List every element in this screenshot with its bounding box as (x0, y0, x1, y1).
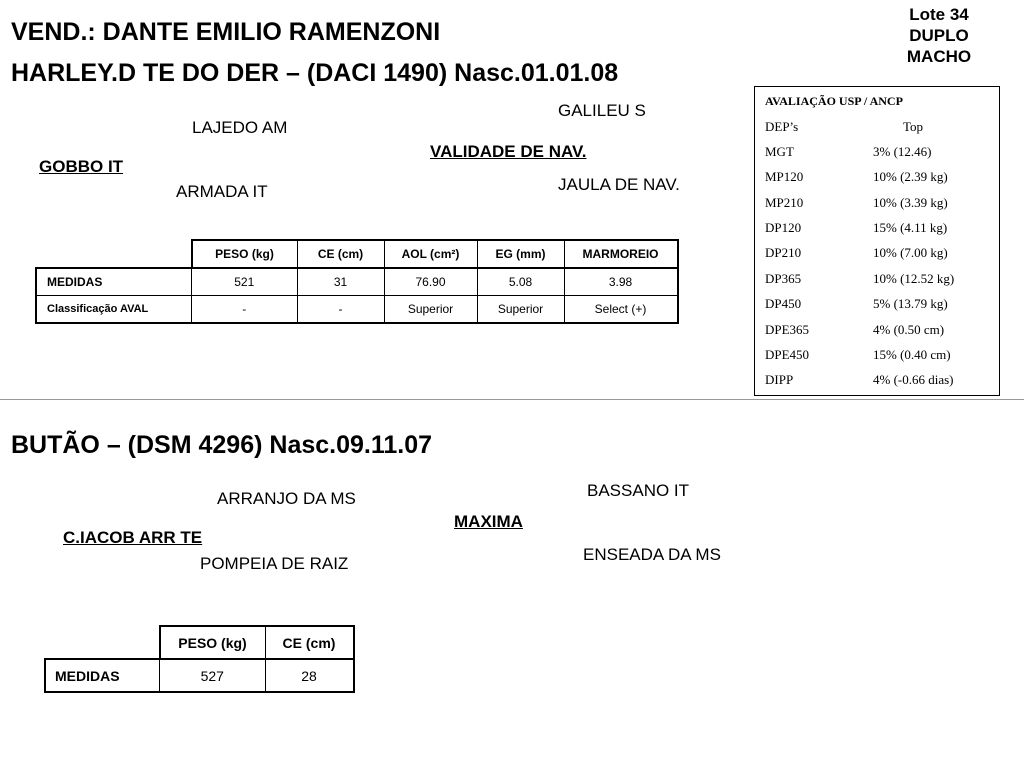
table-cell: 521 (192, 268, 298, 296)
dam-dam-1: JAULA DE NAV. (558, 175, 680, 194)
column-header: CE (cm) (297, 240, 384, 268)
evaluation-key: MP120 (765, 169, 804, 184)
evaluation-key: DEP’s (765, 119, 799, 134)
evaluation-key: DP450 (765, 296, 802, 311)
evaluation-value: 3% (12.46) (873, 144, 932, 159)
evaluation-key: MGT (765, 144, 794, 159)
table-cell: 527 (160, 659, 266, 692)
measurements-table-1 (35, 239, 679, 324)
evaluation-row (765, 220, 995, 240)
column-header: MARMOREIO (564, 240, 678, 268)
evaluation-row (765, 169, 995, 189)
seller-title: VEND.: DANTE EMILIO RAMENZONI (11, 18, 441, 46)
lot-number: Lote 34 (909, 5, 969, 24)
evaluation-value: 15% (4.11 kg) (873, 220, 948, 235)
column-header: PESO (kg) (160, 626, 266, 659)
sire-dam-2: POMPEIA DE RAIZ (200, 554, 349, 573)
evaluation-value: 15% (0.40 cm) (873, 347, 951, 362)
evaluation-row (765, 347, 995, 367)
animal-1-title: HARLEY.D TE DO DER – (DACI 1490) Nasc.01.01.08 (11, 59, 619, 87)
sire-2: C.IACOB ARR TE (63, 528, 203, 547)
sire-dam-1: ARMADA IT (176, 182, 268, 201)
evaluation-row (765, 322, 995, 342)
column-header: AOL (cm²) (384, 240, 477, 268)
evaluation-row (765, 195, 995, 215)
dam-1: VALIDADE DE NAV. (430, 142, 587, 161)
table-cell: 5.08 (477, 268, 564, 296)
evaluation-key: DP120 (765, 220, 802, 235)
column-header: EG (mm) (477, 240, 564, 268)
table-row (45, 659, 354, 692)
evaluation-row (765, 271, 995, 291)
table-cell: - (192, 296, 298, 324)
evaluation-row (765, 245, 995, 265)
evaluation-value: 5% (13.79 kg) (873, 296, 948, 311)
evaluation-key: MP210 (765, 195, 804, 210)
table-corner (36, 240, 192, 268)
evaluation-box (754, 86, 1000, 396)
table-cell: 76.90 (384, 268, 477, 296)
evaluation-value: 10% (3.39 kg) (873, 195, 948, 210)
evaluation-value: 4% (-0.66 dias) (873, 372, 954, 387)
measurements-table-2 (44, 625, 355, 693)
animal-2-title: BUTÃO – (DSM 4296) Nasc.09.11.07 (11, 431, 433, 459)
evaluation-title: AVALIAÇÃO USP / ANCP (765, 94, 903, 108)
sire-sire-1: LAJEDO AM (192, 118, 288, 137)
sire-sire-2: ARRANJO DA MS (217, 489, 356, 508)
column-header: PESO (kg) (192, 240, 298, 268)
table-row (36, 296, 678, 324)
evaluation-value: 10% (12.52 kg) (873, 271, 955, 286)
table-corner (45, 626, 160, 659)
evaluation-key: DPE365 (765, 322, 810, 337)
table-cell: 3.98 (564, 268, 678, 296)
evaluation-row (765, 144, 995, 164)
evaluation-value: 4% (0.50 cm) (873, 322, 945, 337)
evaluation-key: DP365 (765, 271, 802, 286)
evaluation-row (765, 296, 995, 316)
table-cell: Superior (477, 296, 564, 324)
row-header: MEDIDAS (36, 268, 192, 296)
evaluation-row (765, 119, 995, 139)
evaluation-key: DIPP (765, 372, 794, 387)
evaluation-row (765, 372, 995, 392)
table-cell: Select (+) (564, 296, 678, 324)
table-cell: Superior (384, 296, 477, 324)
row-header: MEDIDAS (45, 659, 160, 692)
dam-sire-1: GALILEU S (558, 101, 646, 120)
table-cell: 28 (265, 659, 354, 692)
dam-sire-2: BASSANO IT (587, 481, 690, 500)
evaluation-value: 10% (7.00 kg) (873, 245, 948, 260)
evaluation-key: DP210 (765, 245, 802, 260)
dam-dam-2: ENSEADA DA MS (583, 545, 721, 564)
lot-type-2: MACHO (906, 47, 972, 66)
column-header: CE (cm) (265, 626, 354, 659)
table-cell: - (297, 296, 384, 324)
section-divider (0, 399, 1024, 400)
dam-2: MAXIMA (454, 512, 523, 531)
table-row (36, 268, 678, 296)
sire-1: GOBBO IT (39, 157, 124, 176)
lot-label (898, 4, 980, 67)
lot-type-1: DUPLO (909, 26, 969, 45)
row-header: Classificação AVAL (36, 296, 192, 324)
table-cell: 31 (297, 268, 384, 296)
evaluation-key: DPE450 (765, 347, 810, 362)
evaluation-value: 10% (2.39 kg) (873, 169, 948, 184)
evaluation-value: Top (903, 119, 924, 134)
